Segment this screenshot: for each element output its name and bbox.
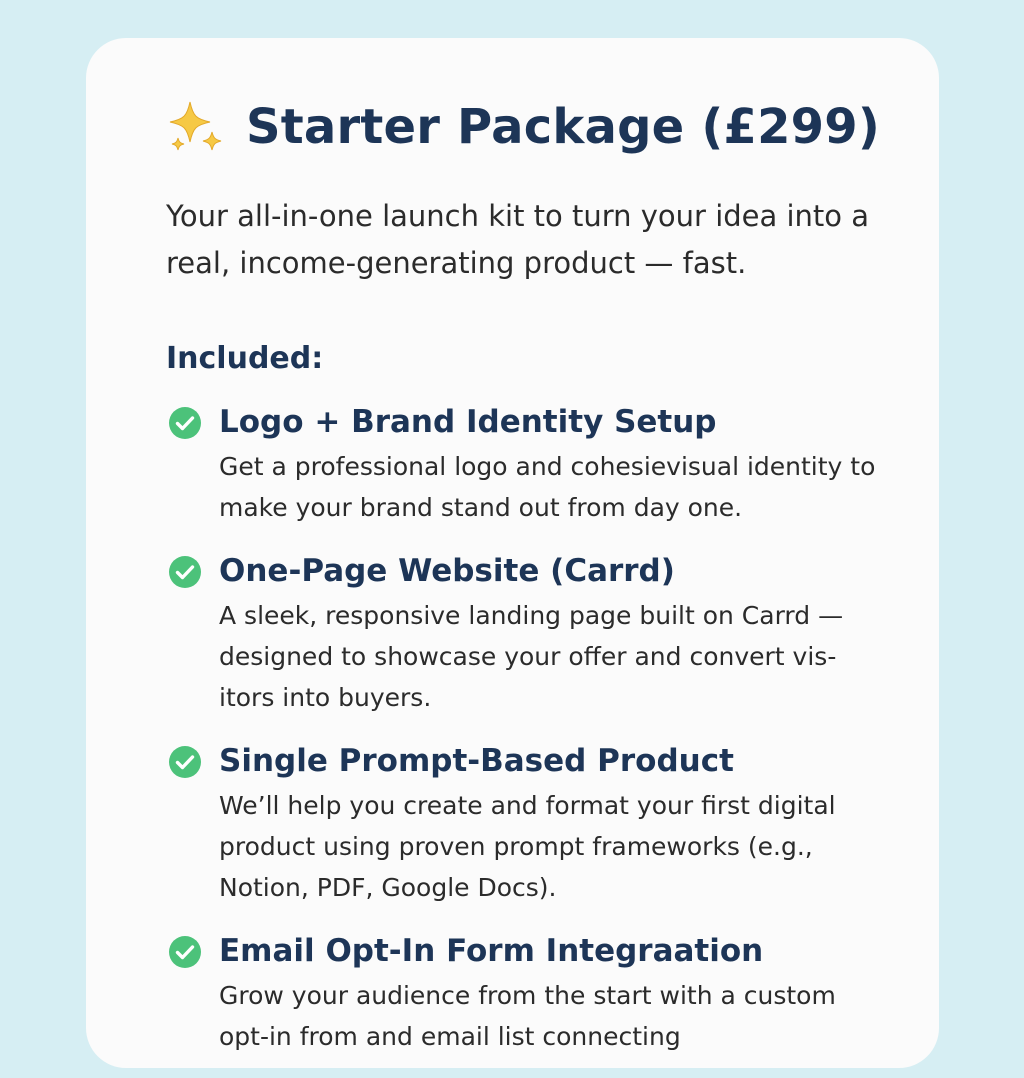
title-row: [166, 98, 880, 156]
feature-title: Single Prompt-Based Product: [219, 743, 734, 779]
sparkles-icon: [166, 98, 224, 156]
feature-description: A sleek, responsive landing page built on Carrd — designed to showcase your offer and convert vis-itors into buyers.: [219, 601, 844, 712]
package-subtitle: Your all-in-one launch kit to turn your idea into a real, income-generating product — fast.: [166, 199, 870, 280]
feature-title: One-Page Website (Carrd): [219, 553, 675, 589]
feature-description: Grow your audience from the start with a custom opt-in from and email list connecting: [219, 981, 836, 1051]
check-circle-icon: [168, 555, 202, 589]
check-circle-icon: [168, 406, 202, 440]
feature-description: Get a professional logo and cohesievisual identity to make your brand stand out from day one.: [219, 452, 876, 522]
check-circle-icon: [168, 935, 202, 969]
feature-item: [166, 739, 886, 908]
feature-title: Logo + Brand Identity Setup: [219, 404, 717, 440]
feature-title: Email Opt-In Form Integraation: [219, 933, 764, 969]
check-circle-icon: [168, 745, 202, 779]
feature-item: [166, 400, 886, 528]
feature-item: [166, 929, 886, 1057]
package-title: Starter Package (£299): [246, 99, 881, 155]
feature-list: [166, 400, 886, 1078]
feature-item: [166, 549, 886, 718]
feature-description: We’ll help you create and format your first digital product using proven prompt frameworks (e.g., Notion, PDF, Google Docs).: [219, 791, 836, 902]
package-card: [86, 38, 939, 1068]
included-heading: Included:: [166, 341, 324, 376]
